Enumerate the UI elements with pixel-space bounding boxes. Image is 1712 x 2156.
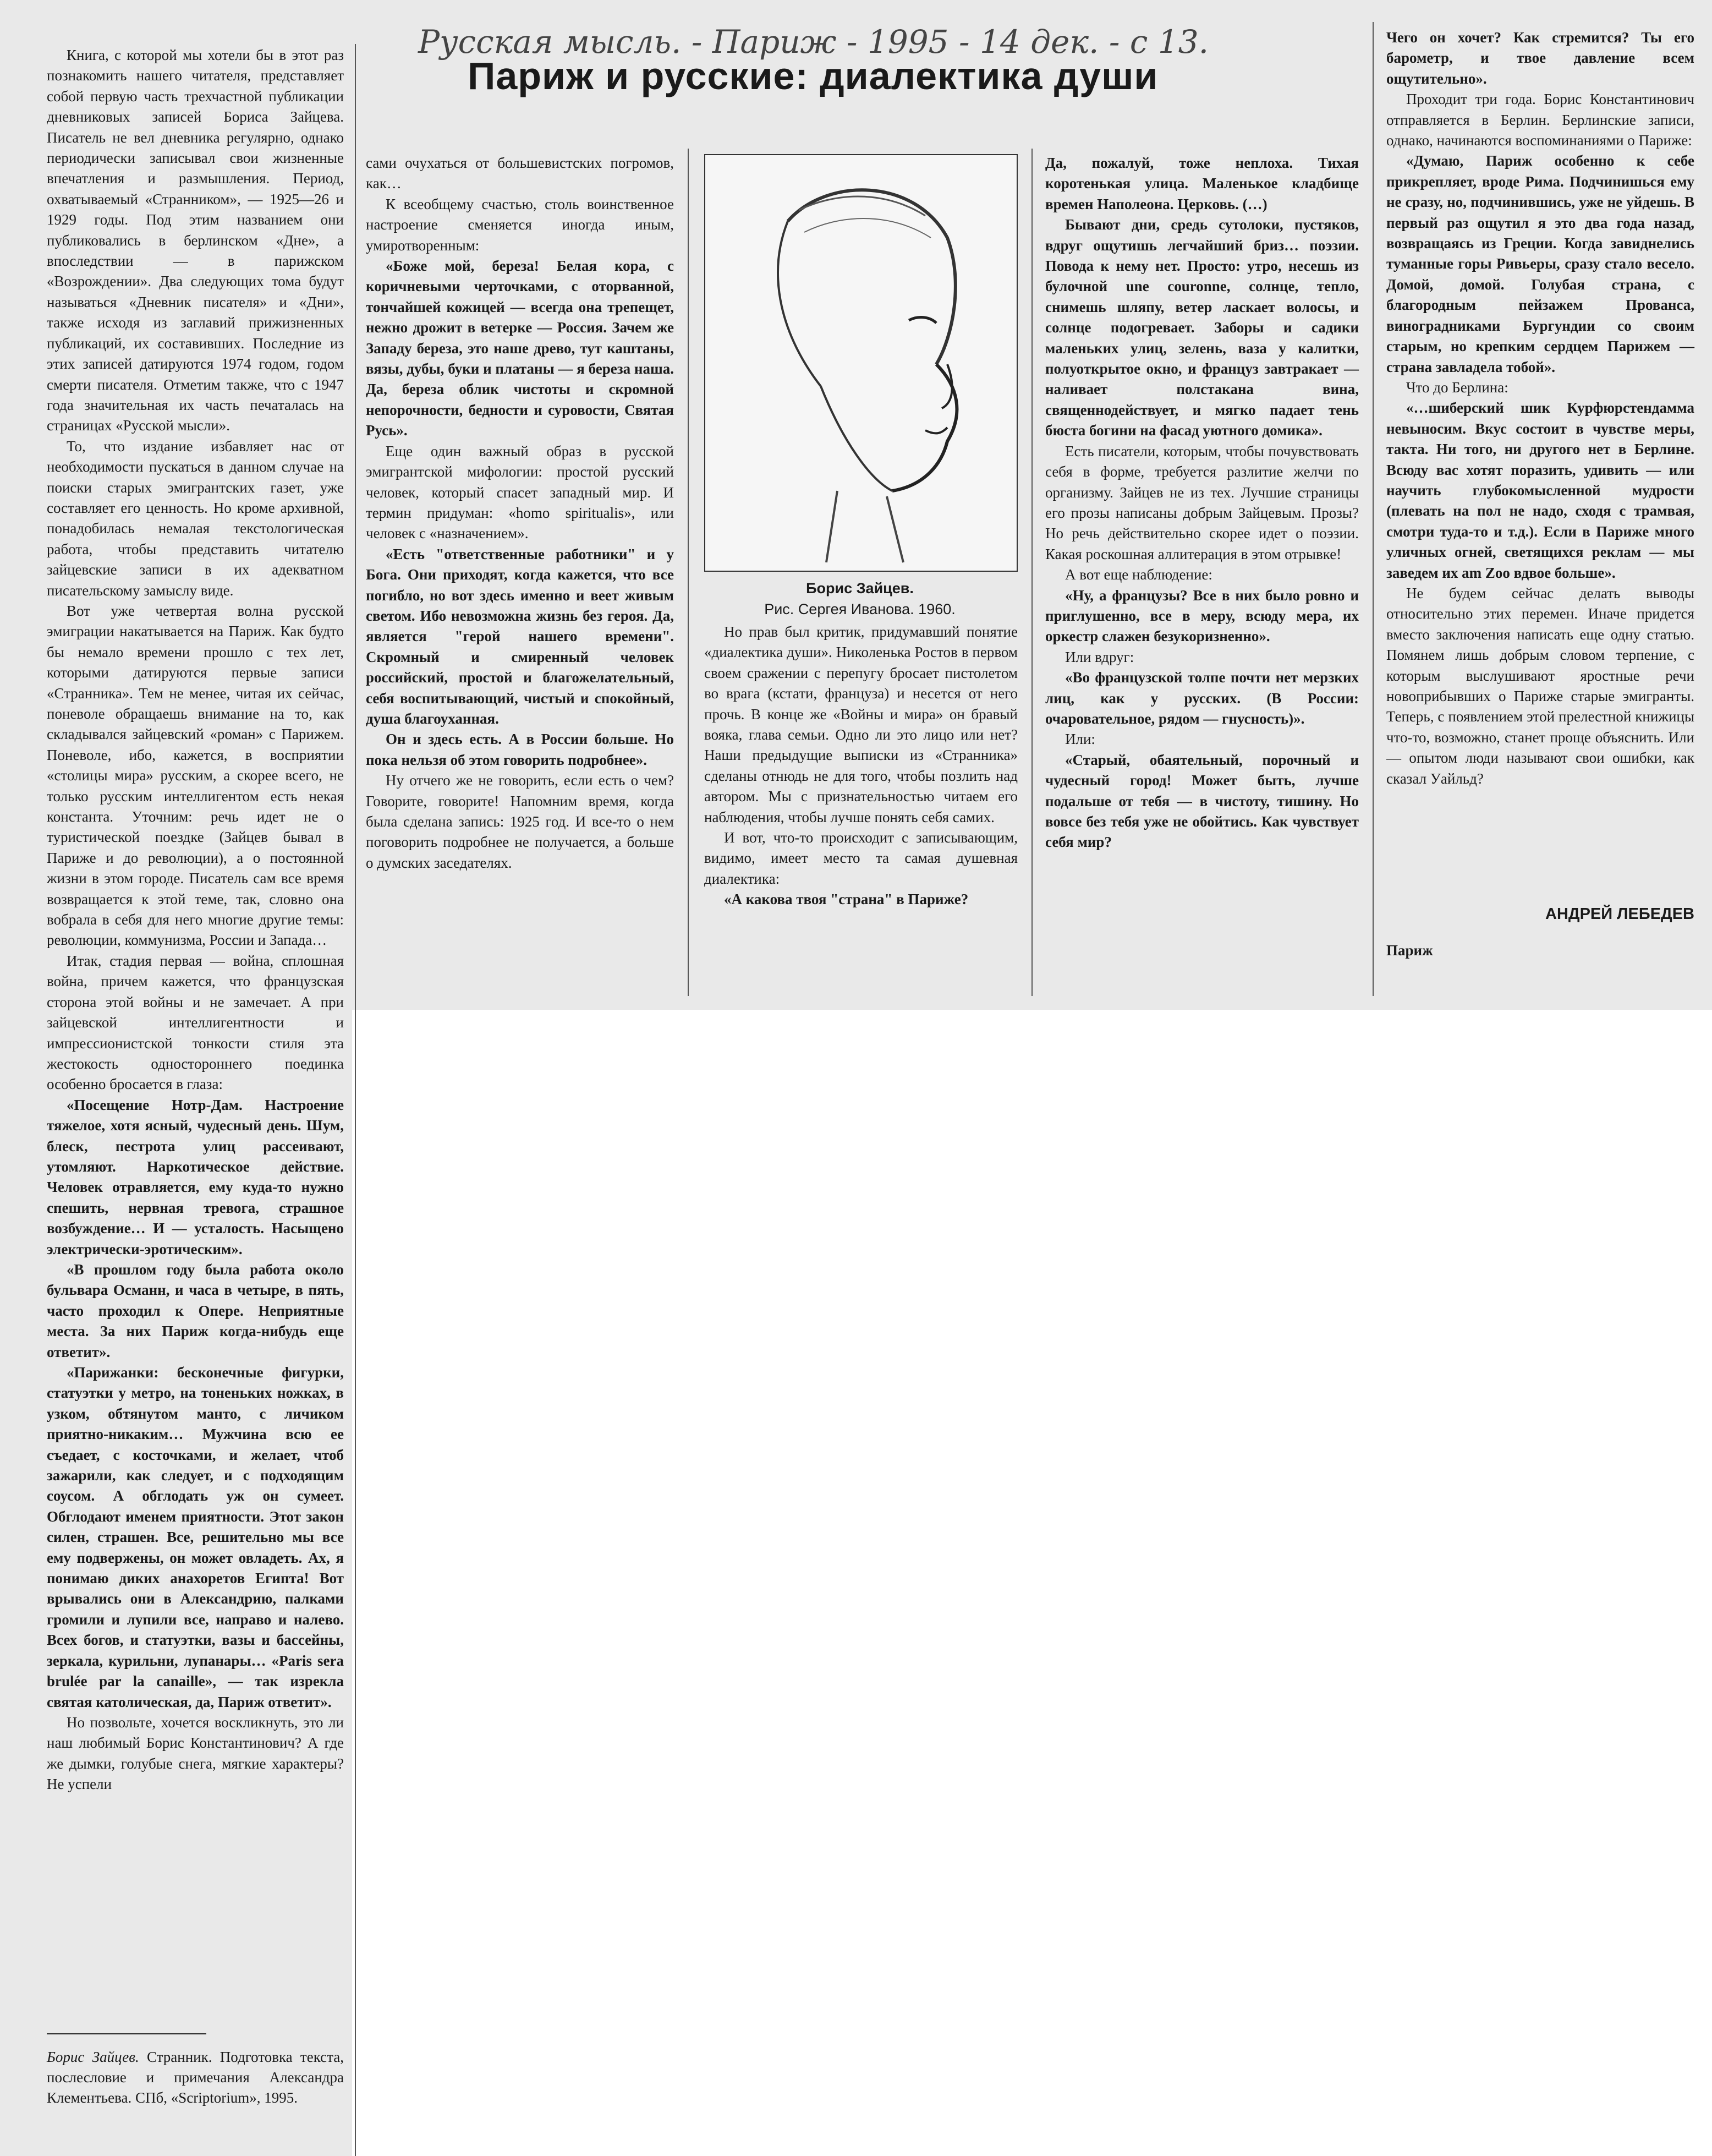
paragraph: Чего он хочет? Как стремится? Ты его барометр, и твое давление всем ощутительно».	[1386, 29, 1694, 87]
paragraph: «Ну, а французы? Все в них было ровно и приглушенно, все в меру, всюду мера, их оркестр слажен безукоризненно».	[1045, 587, 1359, 645]
column-3	[704, 622, 1018, 910]
paragraph: «А какова твоя "страна" в Париже?	[724, 891, 969, 908]
footnote	[47, 2047, 344, 2108]
column-4	[1045, 153, 1359, 853]
handwritten-note: Русская мысль. - Париж - 1995 - 14 дек. - с 13.	[418, 23, 1209, 61]
paragraph: «Боже мой, береза! Белая кора, с коричневыми черточками, с оторванной, тончайшей кожицей — всегда она трепещет, нежно дрожит в ветерке — Россия. Зачем же Западу береза, это наше древо, тут каштаны, вязы, дубы, буки и платаны — я береза наша. Да, береза облик чистоты и скромной непорочности, бедности и суровости, Святая Русь».	[366, 258, 674, 439]
paragraph: Что до Берлина:	[1406, 379, 1508, 396]
paragraph: Итак, стадия первая — война, сплошная война, причем кажется, что французская сторона этой войны и не замечает. А при зайцевской интеллигентности и импрессионистской тонкости стиля эта жестокость одностороннего поединка особенно бросается в глаза:	[47, 952, 344, 1093]
paragraph: «Парижанки: бесконечные фигурки, статуэтки у метро, на тоненьких ножках, в узком, обтянутом манто, с личиком приятно-никаким… Мужчина всю ее съедает, с косточками, и желает, чтоб зажарили, как следует, и с подходящим соусом. А обглодать уж он сумеет. Обглодают именем приятности. Этот закон силен, страшен. Все, решительно мы все ему подвержены, он может овладеть. Ах, я понимаю диких анахоретов Египта! Вот врывались они в Александрию, палками громили и лупили все, направо и налево. Всех богов, и статуэтки, вазы и бассейны, зеркала, курильни, лупанары… «Paris sera brulée par la canaille», — так изрекла святая католическая, да, Париж ответит».	[47, 1364, 344, 1710]
paragraph: Но позвольте, хочется воскликнуть, это ли наш любимый Борис Константинович? А где же дымки, голубые снега, мягкие характеры? Не успели	[47, 1714, 344, 1793]
caption-name: Борис Зайцев.	[806, 580, 914, 597]
paragraph: сами очухаться от большевистских погромов, как…	[366, 155, 674, 192]
paragraph: «…шиберский шик Курфюрстендамма невыносим. Вкус состоит в чувстве меры, такта. Ни того, ни другого нет в Берлине. Всюду вас хотят поразить, удивить — или научить глубокомысленной мудрости (плевать на пол не надо, сходя с трамвая, смотри туда-то и т.д.). Если в Париже много уличных огней, светящихся реклам — мы заведем их am Zoo вдвое больше».	[1386, 400, 1694, 581]
paragraph: Книга, с которой мы хотели бы в этот раз познакомить нашего читателя, представляет собой первую часть трехчастной публикации дневниковых записей Бориса Зайцева. Писатель не вел дневника регулярно, однако периодически записывал свои жизненные впечатления и размышления. Период, охватываемый «Странником», — 1925—26 и 1929 годы. Под этим названием они публиковались в берлинском «Дне», а впоследствии — в парижском «Возрождении». Два следующих тома будут называться «Дневник писателя» и «Дни», также исходя из заглавий прижизненных публикаций, их составивших. Последние из этих записей датируются 1974 годом, годом смерти писателя. Отметим также, что с 1947 года значительная их часть печаталась на страницах «Русской мысли».	[47, 47, 344, 434]
headline: Париж и русские: диалектика души	[468, 54, 1159, 97]
column-5	[1386, 28, 1694, 789]
paragraph: Ну отчего же не говорить, если есть о чем? Говорите, говорите! Напомним время, когда была сделана запись: 1925 год. И все-то о нем поговорить подробнее не получается, а больше о думских заседателях.	[366, 772, 674, 871]
column-divider	[1373, 22, 1374, 996]
footnote-rule	[47, 2033, 206, 2034]
paragraph: Но прав был критик, придумавший понятие «диалектика души». Николенька Ростов в первом своем сражении с перепугу бросает пистолетом во врага (кстати, француза) и несется от него прочь. В конце же «Войны и мира» он бравый вояка, глава семьи. Одно ли это лицо или нет? Наши предыдущие выписки из «Странника» сделаны отнюдь не для того, чтобы позлить над автором. Мы с признательностью читаем его наблюдения, чтобы лучше понять себя самих.	[704, 623, 1018, 825]
paragraph: И вот, что-то происходит с записывающим, видимо, имеет место та самая душевная диалектика:	[704, 829, 1018, 887]
footnote-text: Странник. Подготовка текста, послесловие и примечания Александра Клементьева. СПб, «Scriptorium», 1995.	[47, 2049, 344, 2106]
footnote-author: Борис Зайцев.	[47, 2049, 139, 2065]
dateline-place: Париж	[1386, 942, 1433, 959]
paragraph: А вот еще наблюдение:	[1065, 566, 1212, 583]
column-divider	[1031, 149, 1033, 996]
paragraph: Проходит три года. Борис Константинович отправляется в Берлин. Берлинские записи, однако, начинаются воспоминаниями о Париже:	[1386, 91, 1694, 149]
author-byline: АНДРЕЙ ЛЕБЕДЕВ	[1545, 905, 1694, 923]
paragraph: Не будем сейчас делать выводы относительно этих перемен. Иначе придется вместо заключения написать еще одну статью. Помянем лишь добрым словом терпение, с которым выслушивают яростные речи новоприбывших о Париже старые эмигранты. Теперь, с появлением этой прелестной книжицы что-то, возможно, станет проще объяснить. Или — опытом люди называют свои ошибки, как сказал Уайльд?	[1386, 584, 1694, 787]
column-divider	[688, 149, 689, 996]
paragraph: Бывают дни, средь сутолоки, пустяков, вдруг ощутишь легчайший бриз… поэзии. Повода к нему нет. Просто: утро, несешь из булочной une couronne, солнце, тепло, снимешь шляпу, ветер ласкает волосы, и солнце подогревает. Заборы и садики маленьких улиц, зелень, ваза у калитки, полуоткрытое окно, и француз завтракает — наливает полстакана вина, священнодействует, и мягко падает тень бюста богини на фасад уютного домика».	[1045, 216, 1359, 439]
portrait-illustration	[704, 154, 1018, 572]
column-2	[366, 153, 674, 873]
paragraph: «Во французской толпе почти нет мерзких лиц, как у русских. (В России: очаровательное, рядом — гнусность)».	[1045, 669, 1359, 727]
paragraph: То, что издание избавляет нас от необходимости пускаться в данном случае на поиски старых эмигрантских газет, уже составляет его ценность. Но кроме архивной, понадобилась немалая текстологическая работа, чтобы представить читателю зайцевские записи в их адекватном писательскому замыслу виде.	[47, 437, 344, 599]
paragraph: Или:	[1065, 731, 1095, 748]
paragraph: К всеобщему счастью, столь воинственное настроение сменяется иногда иным, умиротворенным:	[366, 195, 674, 254]
paragraph: Еще один важный образ в русской эмигрантской мифологии: простой русский человек, который спасет западный мир. И термин придуман: «homo spiritualis», или человек с «назначением».	[366, 442, 674, 542]
portrait-sketch-icon	[705, 155, 1017, 571]
portrait-caption	[704, 578, 1016, 620]
column-divider	[355, 44, 356, 2156]
paragraph: Или вдруг:	[1065, 648, 1134, 665]
paragraph: Да, пожалуй, тоже неплоха. Тихая коротенькая улица. Маленькое кладбище времен Наполеона. Церковь. (…)	[1045, 155, 1359, 212]
column-1	[47, 45, 344, 1795]
paragraph: «Старый, обаятельный, порочный и чудесный город! Может быть, лучше подальше от тебя — в чистоту, тишину. Но вовсе без тебя уже не обойтись. Как чувствует себя мир?	[1045, 751, 1359, 851]
paragraph: «Посещение Нотр-Дам. Настроение тяжелое, хотя ясный, чудесный день. Шум, блеск, пестрота улиц рассеивают, утомляют. Наркотическое действие. Человек отравляется, ему куда-то нужно спешить, нервная тревога, страшное возбуждение… И — усталость. Насыщено электрически-эротическим».	[47, 1096, 344, 1257]
paragraph: Есть писатели, которым, чтобы почувствовать себя в форме, требуется разлитие желчи по организму. Зайцев не из тех. Лучшие страницы его прозы написаны добрым Зайцевым. Прозы? Но речь действительно скорее идет о поэзии. Какая роскошная аллитерация в этом отрывке!	[1045, 442, 1359, 562]
caption-credit: Рис. Сергея Иванова. 1960.	[764, 601, 956, 617]
paragraph: Вот уже четвертая волна русской эмиграции накатывается на Париж. Как будто бы немало времени прошло с тех лет, которыми датируются первые записи «Странника». Тем не менее, читая их сейчас, поневоле обращаешь внимание на то, как складывался зайцевский «роман» с Парижем. Поневоле, ибо, кажется, в восприятии «столицы мира» русским, а скорее всего, не только русским интеллигентом есть некая константа. Уточним: речь идет не о туристической поездке (Зайцев бывал в Париже и до революции), а о постоянной жизни в этом городе. Писатель сам все время возвращается к этой теме, так, словно она вобрала в себя для него многие другие темы: революции, коммунизма, России и Запада…	[47, 602, 344, 949]
paragraph: Он и здесь есть. А в России больше. Но пока нельзя об этом говорить подробнее».	[366, 731, 674, 768]
paragraph: «Есть "ответственные работники" и у Бога. Они приходят, когда кажется, что все погибло, но вот здесь именно и веет живым светом. Ибо невозможна жизнь без героя. Да, является "герой нашего времени". Скромный и смиренный человек российский, простой и благожелательный, себя воспитывающий, чистый и спокойный, душа благоуханная.	[366, 545, 674, 727]
paragraph: «В прошлом году была работа около бульвара Османн, и часа в четыре, в пять, часто проходил к Опере. Неприятные места. За них Париж когда-нибудь еще ответит».	[47, 1261, 344, 1360]
paragraph: «Думаю, Париж особенно к себе прикрепляет, вроде Рима. Подчинишься ему не сразу, но, подчинившись, уже не уйдешь. В первый раз ощутил я это два года назад, возвращаясь из Греции. Когда завиднелись туманные горы Ривьеры, сразу стало весело. Домой, домой. Голубая страна, с благородным пейзажем Прованса, виноградниками Бургундии со своим старым, но крепким сердцем Парижем — страна завладела тобой».	[1386, 152, 1694, 375]
